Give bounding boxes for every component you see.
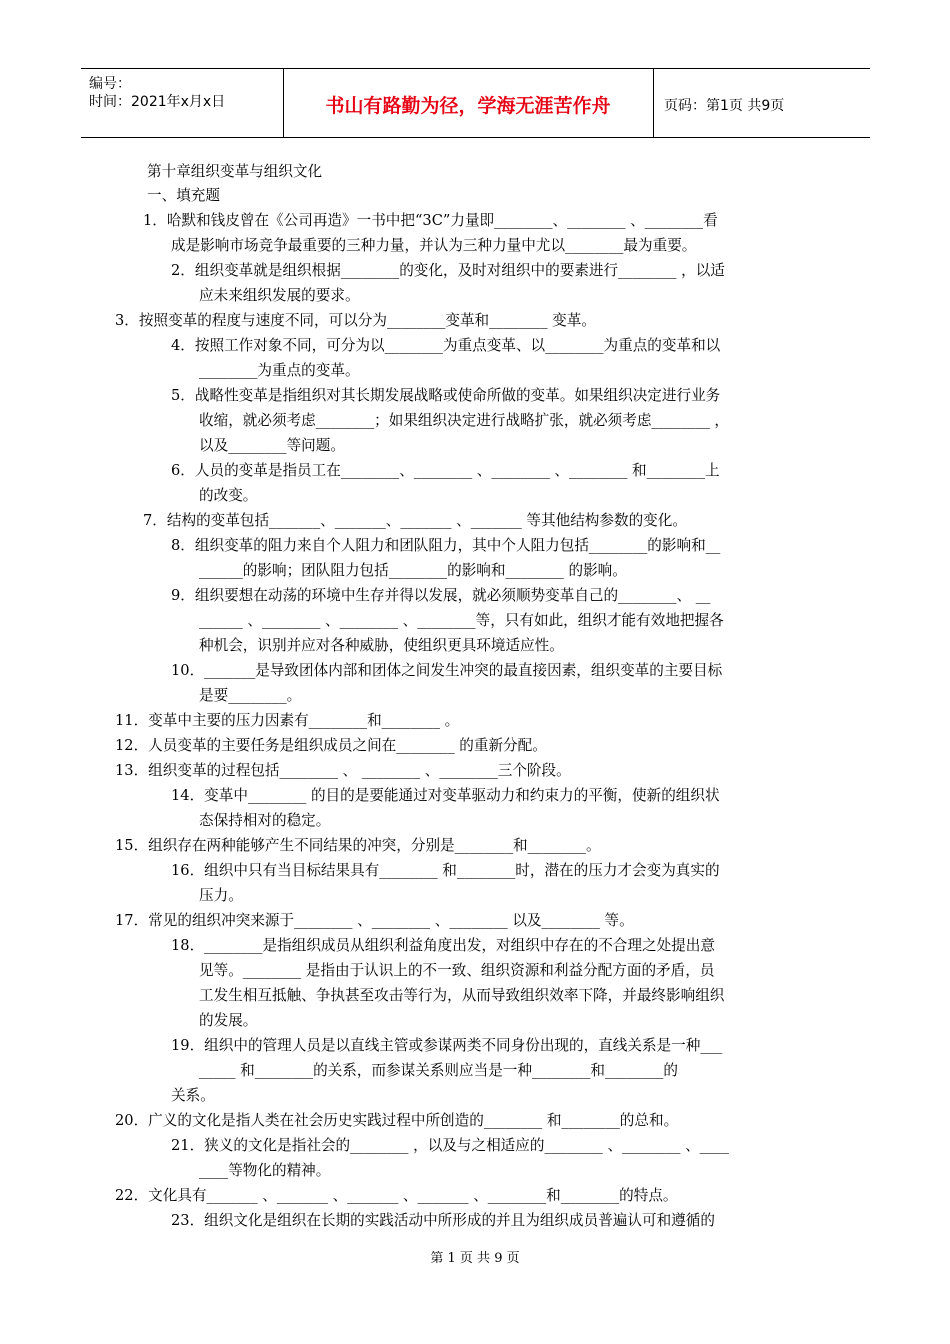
text-line: 22．文化具有_______ 、_______ 、_______ 、_______ 、________和________的特点。 [115,1187,678,1204]
text-line: 20．广义的文化是指人类在社会历史实践过程中所创造的________ 和________的总和。 [115,1112,679,1129]
text-line: 19．组织中的管理人员是以直线主管或参谋两类不同身份出现的，直线关系是一种___ [171,1037,723,1054]
header-meta [89,75,225,111]
text-line: 压力。 [199,887,243,904]
motto: 书山有路勤为径，学海无涯苦作舟 [325,95,611,117]
text-line: 种机会，识别并应对各种威胁，使组织更具环境适应性。 [199,637,564,654]
page-info: 页码：第1页 共9页 [664,98,785,114]
text-line: 16．组织中只有当目标结果具有________ 和________时，潜在的压力才会变为真实的 [171,862,720,879]
section-title: 一、填充题 [147,187,220,204]
page-footer: 第 1 页 共 9 页 [430,1251,520,1266]
text-line: 以及________等问题。 [199,437,345,454]
text-line: 11．变革中主要的压力因素有________和________ 。 [115,712,460,729]
text-line: 的改变。 [199,487,258,504]
text-line: 23．组织文化是组织在长期的实践活动中所形成的并且为组织成员普遍认可和遵循的 [171,1212,715,1229]
time-label: 时间：2021年x月x日 [89,94,226,110]
page-header [81,68,870,138]
text-line: 工发生相互抵触、争执甚至攻击等行为，从而导致组织效率下降，并最终影响组织 [199,987,725,1004]
text-line: 15．组织存在两种能够产生不同结果的冲突，分别是________和________。 [115,837,601,854]
chapter-title: 第十章组织变革与组织文化 [147,163,323,180]
text-line: 18．________是指组织成员从组织利益角度出发，对组织中存在的不合理之处提出意 [171,937,715,954]
text-line: 7．结构的变革包括_______、_______、_______ 、_______ 等其他结构参数的变化。 [143,512,687,529]
text-line: 17．常见的组织冲突来源于________ 、________ 、________ 以及________ 等。 [115,912,634,929]
text-line: 见等。________ 是指由于认识上的不一致、组织资源和利益分配方面的矛盾，员 [199,962,715,979]
code-label: 编号： [89,76,131,92]
text-line: 5．战略性变革是指组织对其长期发展战略或使命所做的变革。如果组织决定进行业务 [171,387,721,404]
text-line: 14．变革中________ 的目的是要能通过对变革驱动力和约束力的平衡，使新的组织状 [171,787,720,804]
text-line: 13．组织变革的过程包括________ 、 ________ 、________三个阶段。 [115,762,571,779]
text-line: 应未来组织发展的要求。 [199,287,360,304]
text-line: 8．组织变革的阻力来自个人阻力和团队阻力，其中个人阻力包括________的影响和__ [171,537,721,554]
text-line: 9．组织要想在动荡的环境中生存并得以发展，就必须顺势变革自己的________、 __ [171,587,711,604]
text-line: _____ 和________的关系，而参谋关系则应当是一种________和________的 [199,1062,678,1079]
text-line: 6．人员的变革是指员工在________、________ 、________ 、________ 和________上 [171,462,720,479]
text-line: 成是影响市场竞争最重要的三种力量，并认为三种力量中尤以________最为重要。 [171,237,697,254]
text-line: ______ 、________ 、________ 、________等，只有如此，组织才能有效地把握各 [199,612,724,629]
text-line: 2．组织变革就是组织根据________的变化，及时对组织中的要素进行________ ，以适 [171,262,725,279]
text-line: 收缩，就必须考虑________；如果组织决定进行战略扩张，就必须考虑________ ， [199,412,730,429]
text-line: ______的影响；团队阻力包括________的影响和________ 的影响。 [199,562,627,579]
text-line: 12．人员变革的主要任务是组织成员之间在________ 的重新分配。 [115,737,547,754]
header-divider [653,69,654,137]
text-line: 10．_______是导致团体内部和团体之间发生冲突的最直接因素，组织变革的主要目标 [171,662,723,679]
text-line: 4．按照工作对象不同，可分为以________为重点变革、以________为重点的变革和以 [171,337,721,354]
text-line: 是要________。 [199,687,302,704]
text-line: 3．按照变革的程度与速度不同，可以分为________变革和________ 变革。 [115,312,596,329]
text-line: 21．狭义的文化是指社会的________ ，以及与之相适应的________ 、________ 、____ [171,1137,729,1154]
text-line: 态保持相对的稳定。 [199,812,331,829]
text-line: 关系。 [171,1087,215,1104]
text-line: ____等物化的精神。 [199,1162,331,1179]
text-line: ________为重点的变革。 [199,362,360,379]
text-line: 1．哈默和钱皮曾在《公司再造》一书中把“3C”力量即________、________ 、________看 [143,212,718,229]
text-line: 的发展。 [199,1012,258,1029]
